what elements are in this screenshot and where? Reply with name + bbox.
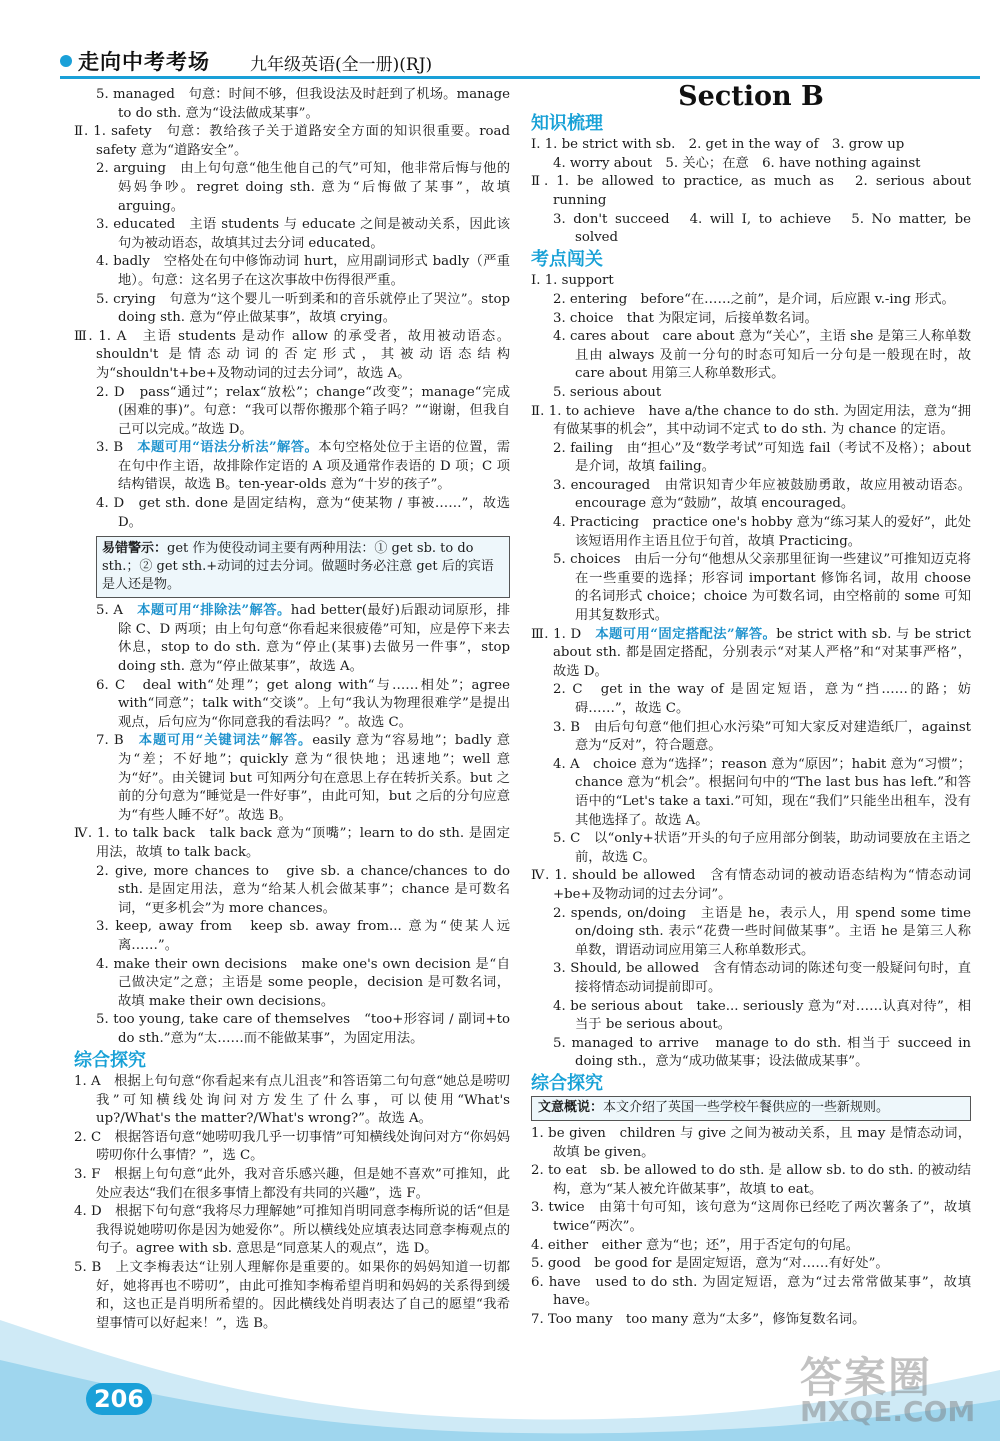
section-title: Section B [678,81,824,112]
answer-entry: 2. entering before“在……之前”，是介词，后应跟 v.-ing 形式。 [553,291,955,307]
answer-entry: 2. to eat sb. be allowed to do sth. 是 allow sb. to do sth. 的被动结构，意为“某人被允许做某事”，故填 to eat。 [531,1163,971,1197]
answer-entry: 3. B 由后句句意“他们担心水污染”可知大家反对建造纸厂，against 意为“反对”，符合题意。 [553,719,971,754]
answer-entry: 2. failing 由“担心”及“数学考试”可知选 fail（考试不及格）；about 是介词，故填 failing。 [553,440,971,475]
mistake-warning-box [96,536,510,598]
checkpoint-heading: 考点闯关 [531,248,603,270]
warning-label: 易错警示： [102,541,168,557]
answer-entry: 5. choices 由后一分句“他想从父亲那里征询一些建议”可推知迈克将在一些重要的选择；形容词 important 修饰名词，故用 choose 的名词形式 choice；choice 为可数名词，由空格前的 some 可知用其复数形式。 [553,552,971,624]
explore-heading: 综合探究 [531,1072,603,1094]
book-title: 走向中考考场 [78,49,210,74]
answer-entry: 2. D pass“通过”；relax“放松”；change“改变”；manage“完成(困难的事)”。句意：“我可以帮你搬那个箱子吗？”“谢谢，但我自己可以完成。”故选 D。 [96,384,510,437]
page-number: 206 [86,1383,152,1415]
answer-entry: 2. spends, on/doing 主语是 he，表示人，用 spend some time on/doing sth. 表示“花费一些时间做某事”。主语 he 是第三人称单数，谓语动词应用第三人称单数形式。 [553,905,971,958]
answer-entry: 5. A 本题可用“排除法”解答。had better(最好)后跟动词原形，排除 C、D 两项；由上句句意“你看起来很疲倦”可知，应是停下来去休息，stop to do sth. 意为“停止(某事)去做另一件事”，stop doing sth. 意为“停止做某事”，故选 A。 [96,603,510,675]
answer-entry: 4. either either 意为“也；还”，用于否定句的句尾。 [531,1237,859,1253]
answer-entry: 3. B 本题可用“语法分析法”解答。本句空格处位于主语的位置，需在句中作主语，故排除作定语的 A 项及通常作表语的 D 项；C 项结构错误，故选 B。ten-year-olds 意为“十岁的孩子”。 [96,440,511,493]
answer-entry: 4. D get sth. done 是固定结构，意为“使某物 / 事被……”，故选 D。 [96,496,510,530]
answer-entry: 2. C 根据答语句意“她唠叨我几乎一切事情”可知横线处询问对方“你妈妈唠叨你什么事情？”，选 C。 [74,1129,510,1164]
answer-entry: 3. educated 主语 students 与 educate 之间是被动关系，因此该句为被动语态，故填其过去分词 educated。 [96,217,510,251]
answer-entry: Ⅱ. 1. to achieve have a/the chance to do sth. 为固定用法，意为“拥有做某事的机会”，其中动词不定式 to do sth. 为 chance 的定语。 [531,403,971,438]
answer-entry: Ⅳ. 1. to talk back talk back 意为“顶嘴”；learn to do sth. 是固定用法，故填 to talk back。 [74,826,510,860]
answer-entry: 4. Practicing practice one's hobby 意为“练习某人的爱好”，此处该短语用作主语且位于句首，故填 Practicing。 [553,515,971,549]
left-section-heading: 综合探究 [74,1049,146,1071]
answer-entry: 5. managed to arrive manage to do sth. 相当于 succeed in doing sth.，意为“成功做某事；设法做成某事”。 [553,1035,971,1070]
answer-entry: 1. be given children 与 give 之间为被动关系，且 may 是情态动词，故填 be given。 [531,1126,971,1160]
answer-entry: 5. managed 句意：时间不够，但我设法及时赶到了机场。manage to do sth. 意为“设法做成某事”。 [96,87,510,121]
summary-text: 本文介绍了英国一些学校午餐供应的一些新规则。 [603,1100,890,1116]
checkpoint-answers [531,272,971,1072]
answer-entry: Ⅲ. 1. D 本题可用“固定搭配法”解答。be strict with sb. 与 be strict about sth. 都是固定搭配，分别表示“对某人严格”和“对某事严格”，故选 D。 [531,626,972,679]
answer-entry: 6. have used to do sth. 为固定短语，意为“过去常常做某事”，故填 have。 [531,1274,971,1309]
summary-label: 文意概说： [538,1100,604,1116]
summary-box [531,1096,971,1121]
answer-entry: 3. keep, away from keep sb. away from... 意为“使某人远离……”。 [96,919,510,953]
right-column [531,81,972,1330]
book-subtitle: 九年级英语(全一册)(RJ) [250,55,433,75]
answer-entry: 3. twice 由第十句可知，该句意为“这周你已经吃了两次薯条了”，故填 twice“两次”。 [531,1200,971,1235]
explore-answers [531,1125,971,1330]
left-column [74,86,510,1333]
knowledge-heading: 知识梳理 [531,112,603,134]
answer-entry: 5. serious about [553,384,662,400]
answer-entry: 5. good be good for 是固定短语，意为“对……有好处”。 [531,1256,889,1272]
answer-entry: Ⅲ. 1. A 主语 students 是动作 allow 的承受者，故用被动语态。shouldn't 是情态动词的否定形式，其被动语态结构为“shouldn't+be+及物动词的过去分词”，故选 A。 [74,328,510,381]
answer-entry: Ⅳ. 1. should be allowed 含有情态动词的被动语态结构为“情态动词+be+及物动词的过去分词”。 [531,868,971,902]
answer-entry: 3. don't succeed 4. will I, to achieve 5. No matter, be solved [553,211,971,246]
header-bullet-icon [60,55,72,67]
answer-entry: 2. C get in the way of 是固定短语，意为“挡……的路；妨碍……”，故选 C。 [553,682,971,716]
answer-entry: Ⅰ. 1. be strict with sb. 2. get in the way of 3. grow up [531,137,905,153]
answer-entry: 2. give, more chances to give sb. a chance/chances to do sth. 是固定用法，意为“给某人机会做某事”；chance 是可数名词，“更多机会”为 more chances。 [96,863,510,916]
answer-entry: Ⅰ. 1. support [531,273,614,289]
method-highlight: 本题可用“关键词法”解答。 [138,733,313,749]
answer-entry: Ⅱ. 1. safety 句意：教给孩子关于道路安全方面的知识很重要。road safety 意为“道路安全”。 [74,124,510,158]
answer-entry: 4. badly 空格处在句中修饰动词 hurt，应用副词形式 badly（严重地）。句意：这名男子在这次事故中伤得很严重。 [96,254,510,288]
watermark-top: 答案圈 [800,1353,933,1402]
answer-entry: 6. C deal with“处理”；get along with“与……相处”；agree with“同意”；talk with“交谈”。上句“我认为物理很难学”是提出观点，后句应为“你同意我的看法吗？”。故选 C。 [96,677,510,730]
warning-text: get 作为使役动词主要有两种用法：① get sb. to do sth.；② get sth.+动词的过去分词。做题时务必注意 get 后的宾语是人还是物。 [102,541,494,593]
method-highlight: 本题可用“排除法”解答。 [137,603,291,619]
answer-entry: 3. Should, be allowed 含有情态动词的陈述句变一般疑问句时，直接将情态动词提前即可。 [553,961,971,995]
answer-entry: 2. arguing 由上句句意“他生他自己的气”可知，他非常后悔与他的妈妈争吵。regret doing sth. 意为“后悔做了某事”，故填 arguing。 [96,161,510,214]
page-header [0,0,1000,82]
answer-entry: Ⅱ. 1. be allowed to practice, as much as 2. serious about running [531,174,971,208]
answer-entry: 3. encouraged 由常识知青少年应被鼓励勇敢，故应用被动语态。encourage 意为“鼓励”，故填 encouraged。 [553,477,971,512]
knowledge-answers [531,136,971,248]
answer-entry: 7. Too many too many 意为“太多”，修饰复数名词。 [531,1312,866,1327]
left-answers [74,86,510,1049]
answer-entry: 3. choice that 为限定词，后接单数名词。 [553,310,818,326]
answer-entry: 5. B 上文李梅表达“让别人理解你是重要的。如果你的妈妈知道一切都好，她将再也不唠叨”，由此可推知李梅希望肖明和妈妈的关系得到缓和，这也正是肖明所希望的。因此横线处肖明表达了自己的愿望“我希望事情可以好起来！”，选 B。 [74,1260,510,1331]
header-rule [60,76,980,79]
answer-entry: 5. crying 句意为“这个婴儿一听到柔和的音乐就停止了哭泣”。stop doing sth. 意为“停止做某事”，故填 crying。 [96,291,510,326]
answer-entry: 7. B 本题可用“关键词法”解答。easily 意为“容易地”；badly 意为“差；不好地”；quickly 意为“很快地；迅速地”；well 意为“好”。由关键词 but 可知两分句在意思上存在转折关系。but 之前的分句意为“睡觉是一件好事”，由此可知，but 之后的分句应意为“有些人睡不好”。故选 B。 [96,733,511,823]
watermark-logo [800,1345,980,1435]
answer-entry: 5. C 以“only+状语”开头的句子应用部分倒装，助动词要放在主语之前，故选 C。 [553,831,971,865]
answer-entry: 4. D 根据下句句意“我将尽力理解她”可推知肖明同意李梅所说的话“但是我得说她唠叨你是因为她爱你”。所以横线处应填表达同意李梅观点的句子。agree with sb. 意思是“同意某人的观点”，选 D。 [74,1204,510,1257]
answer-entry: 3. F 根据上句句意“此外，我对音乐感兴趣，但是她不喜欢”可推知，此处应表达“我们在很多事情上都没有共同的兴趣”，选 F。 [74,1167,510,1201]
method-highlight: 本题可用“语法分析法”解答。 [137,440,319,456]
answer-entry: 4. make their own decisions make one's own decision 是“自己做决定”之意；主语是 some people，decision 是可数名词，故填 make their own decisions。 [96,956,510,1009]
answer-entry: 4. worry about 5. 关心；在意 6. have nothing against [553,155,921,171]
answer-entry: 1. A 根据上句句意“你看起来有点儿沮丧”和答语第二句句意“她总是唠叨我”可知横线处询问对方发生了什么事，可以使用“What's up?/What's the matter?/What's wrong?”。故选 A。 [74,1074,510,1127]
method-highlight: 本题可用“固定搭配法”解答。 [595,626,777,642]
answer-entry: 4. be serious about take... seriously 意为“对……认真对待”，相当于 be serious about。 [553,998,971,1033]
left-explore-answers [74,1073,510,1333]
watermark-bottom: MXQE.COM [800,1395,976,1428]
answer-entry: 4. A choice 意为“选择”；reason 意为“原因”；habit 意为“习惯”；chance 意为“机会”。根据问句中的“The last bus has left.”和答语中的“Let's take a taxi.”可知，现在“我们”只能坐出租车，没有其他选择了。故选 A。 [553,756,971,828]
answer-entry: 5. too young, take care of themselves “too+形容词 / 副词+to do sth.”意为“太……而不能做某事”，为固定用法。 [96,1012,510,1046]
answer-entry: 4. cares about care about 意为“关心”，主语 she 是第三人称单数且由 always 及前一分句的时态可知后一分句是一般现在时，故 care about 用第三人称单数形式。 [553,329,971,382]
